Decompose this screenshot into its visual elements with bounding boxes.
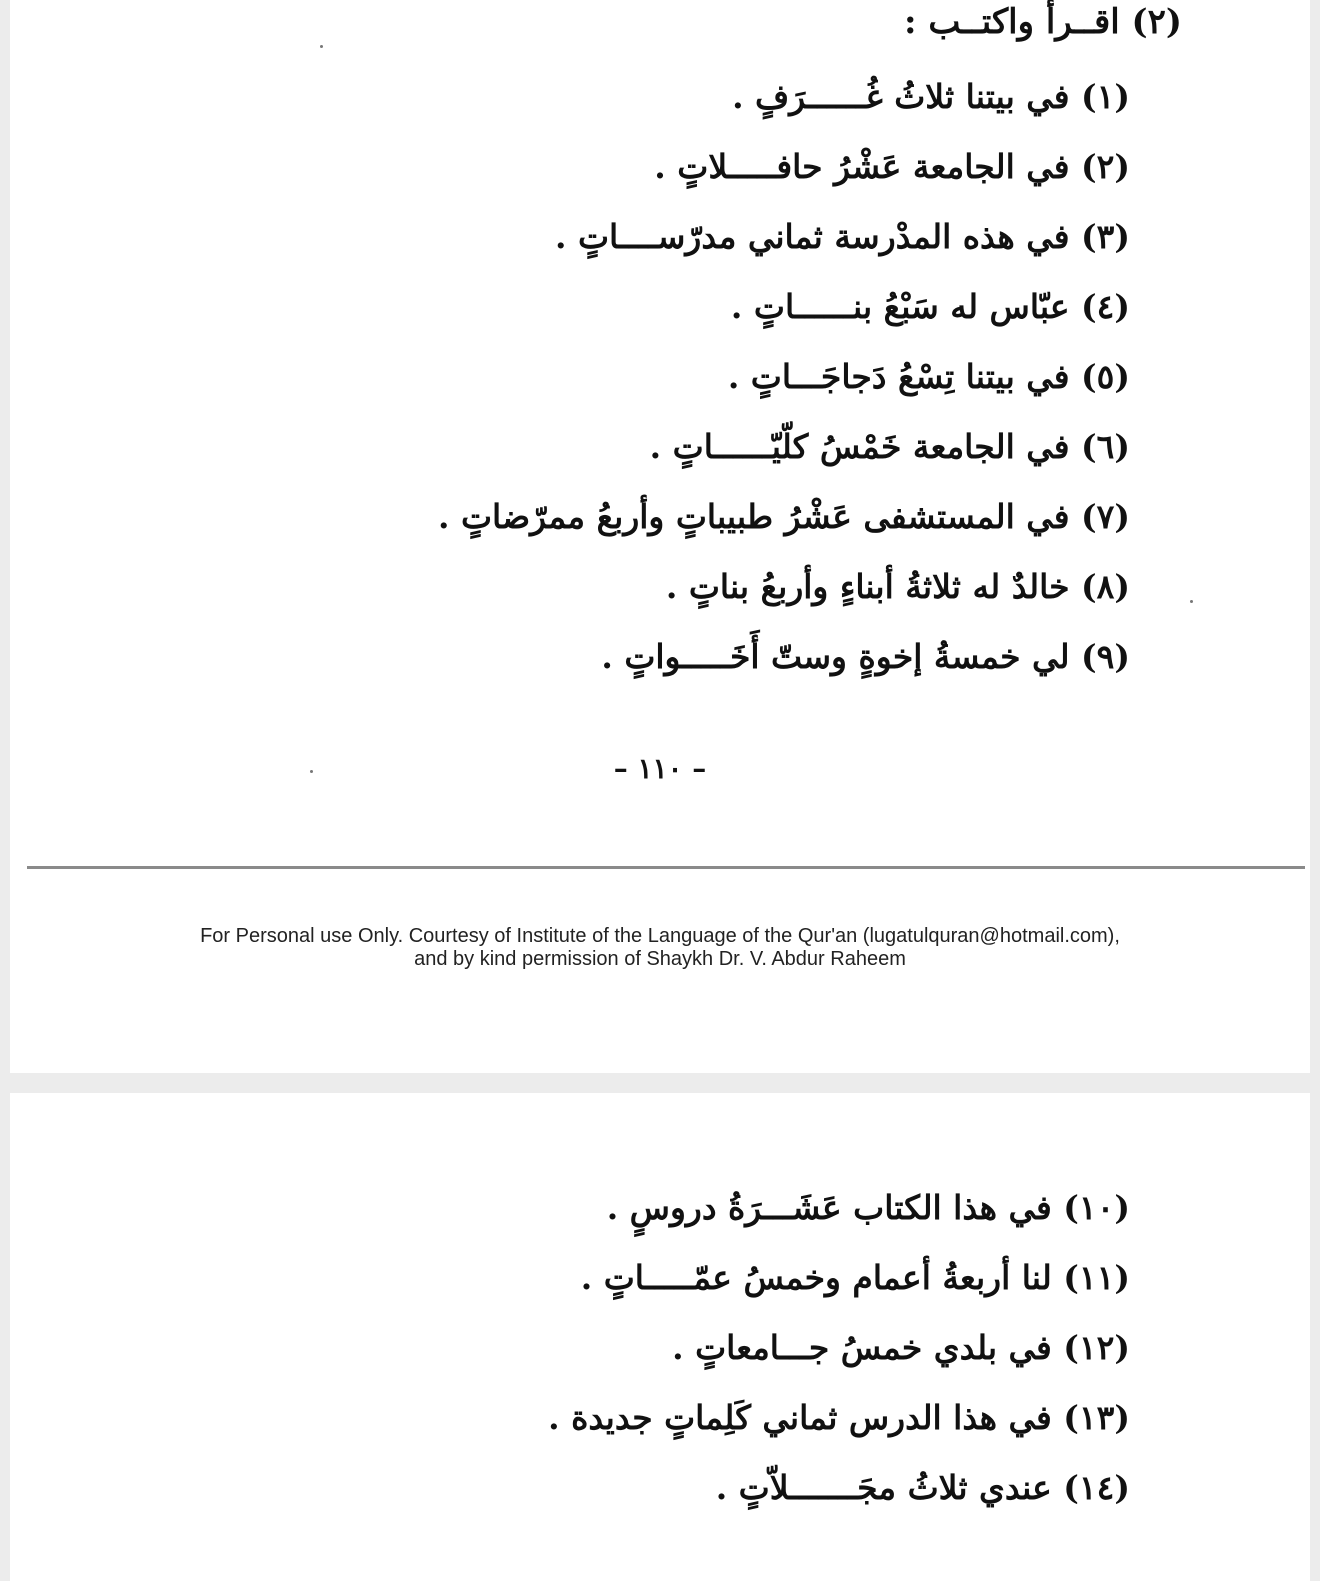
scan-speck (1190, 600, 1193, 603)
copyright-line-1: For Personal use Only. Courtesy of Institute of the Language of the Qur'an (lugatulquran@hotmail.com), (200, 925, 1120, 947)
exercise-item: (٣) في هذه المدْرسة ثماني مدرّســــاتٍ . (555, 217, 1130, 256)
scan-speck (310, 770, 313, 773)
exercise-item: (٤) عبّاس له سَبْعُ بنــــــاتٍ . (730, 287, 1130, 326)
page-top (10, 0, 1310, 1073)
exercise-item: (١) في بيتنا ثلاثُ غُــــــرَفٍ . (732, 77, 1130, 116)
exercise-heading: (٢) اقــرأ واكتــب : (904, 2, 1182, 42)
exercise-item: (١٢) في بلدي خمسُ جـــامعاتٍ . (672, 1328, 1130, 1367)
exercise-item: (١٣) في هذا الدرس ثماني كَلِماتٍ جديدة . (548, 1398, 1130, 1437)
exercise-item: (٦) في الجامعة خَمْسُ كلّيّــــــاتٍ . (649, 427, 1130, 466)
copyright-line-2: and by kind permission of Shaykh Dr. V. Abdur Raheem (414, 948, 906, 970)
exercise-list-bottom (548, 1173, 1130, 1523)
divider-line (27, 866, 1305, 869)
exercise-list-top (438, 62, 1130, 692)
copyright-note (10, 925, 1310, 971)
page-bottom (10, 1093, 1310, 1581)
exercise-item: (٩) لي خمسةُ إخوةٍ وستّ أَخَـــــواتٍ . (601, 637, 1130, 676)
exercise-item: (١٠) في هذا الكتاب عَشَـــرَةُ دروسٍ . (606, 1188, 1130, 1227)
exercise-item: (٢) في الجامعة عَشْرُ حافـــــلاتٍ . (654, 147, 1130, 186)
page-number: – ١١٠ – (613, 752, 707, 785)
exercise-item: (٨) خالدٌ له ثلاثةُ أبناءٍ وأربعُ بناتٍ . (665, 567, 1130, 606)
exercise-item: (٥) في بيتنا تِسْعُ دَجاجَـــاتٍ . (727, 357, 1130, 396)
exercise-item: (٧) في المستشفى عَشْرُ طبيباتٍ وأربعُ ممرّضاتٍ . (438, 497, 1130, 536)
exercise-item: (١١) لنا أربعةُ أعمام وخمسُ عمّـــــاتٍ . (580, 1258, 1130, 1297)
exercise-item: (١٤) عندي ثلاثُ مجَـــــــلاّتٍ . (715, 1468, 1130, 1507)
scan-speck (320, 45, 323, 48)
